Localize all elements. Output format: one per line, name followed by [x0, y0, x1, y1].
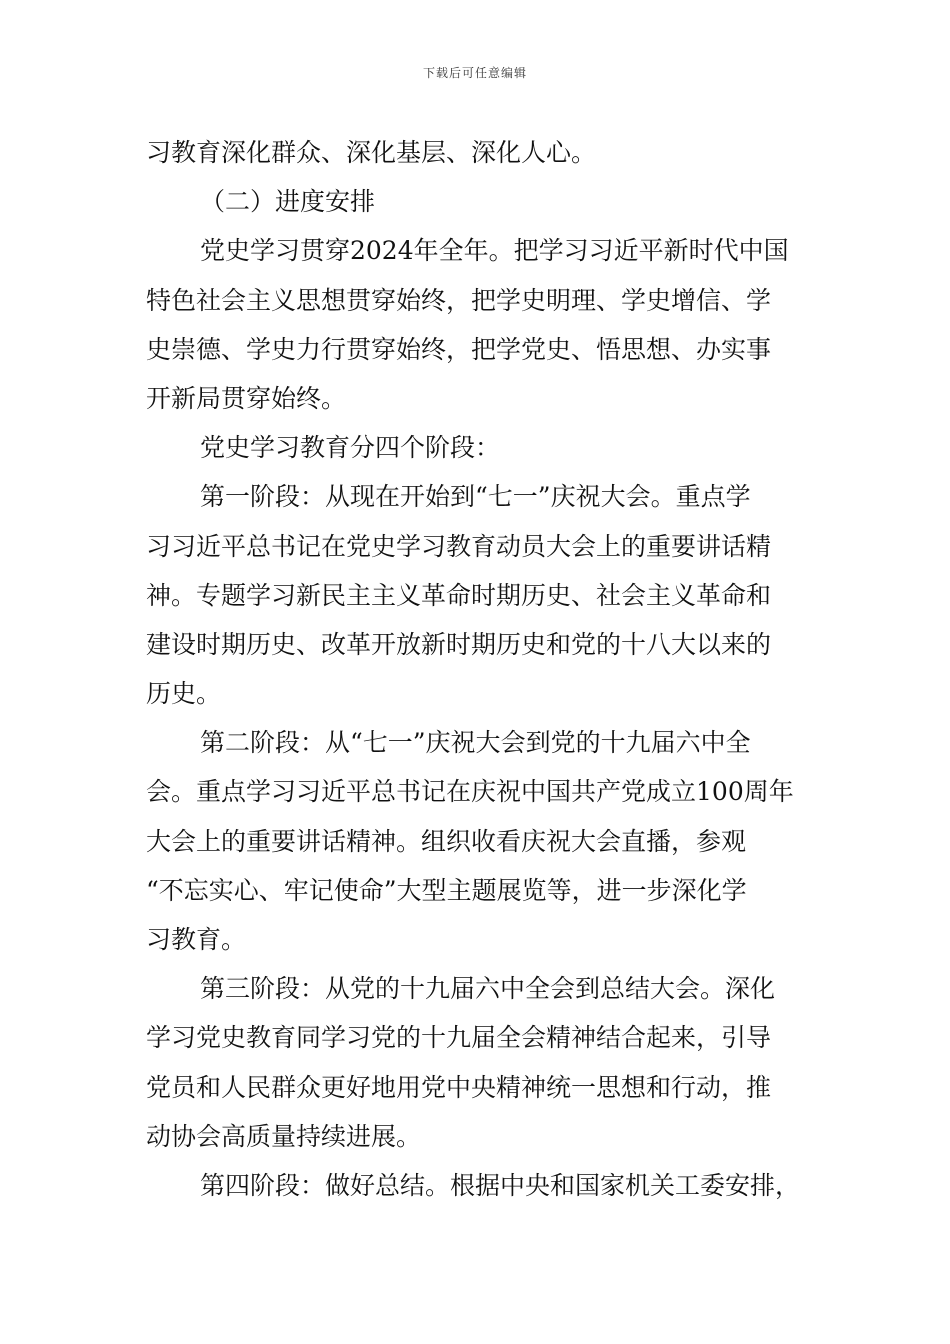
body-line: 学习党史教育同学习党的十九届全会精神结合起来，引导 [146, 1023, 772, 1053]
section-heading: （二）进度安排 [200, 187, 376, 217]
body-line: 第二阶段：从“七一”庆祝大会到党的十九届六中全 [200, 728, 751, 758]
document-body [146, 128, 814, 1210]
body-line: 建设时期历史、改革开放新时期历史和党的十八大以来的 [146, 629, 772, 659]
body-line: “不忘实心、牢记使命”大型主题展览等，进一步深化学 [146, 875, 747, 905]
page-header-note: 下载后可任意编辑 [422, 66, 527, 80]
body-line: 习教育。 [146, 925, 247, 954]
body-line: 党员和人民群众更好地用党中央精神统一思想和行动，推 [146, 1072, 772, 1102]
body-line: 史崇德、学史力行贯穿始终，把学党史、悟思想、办实事 [146, 334, 772, 364]
body-line: 开新局贯穿始终。 [146, 383, 347, 413]
body-line: 第一阶段：从现在开始到“七一”庆祝大会。重点学 [200, 482, 751, 512]
body-line: 特色社会主义思想贯穿始终，把学史明理、学史增信、学 [146, 285, 772, 315]
body-line: 习教育深化群众、深化基层、深化人心。 [146, 138, 597, 167]
body-line: 动协会高质量持续进展。 [146, 1121, 422, 1151]
body-line: 会。重点学习习近平总书记在庆祝中国共产党成立100周年 [146, 777, 794, 807]
body-line: 大会上的重要讲话精神。组织收看庆祝大会直播，参观 [146, 826, 747, 856]
body-line: 第四阶段：做好总结。根据中央和国家机关工委安排， [200, 1170, 801, 1200]
body-line: 党史学习贯穿2024年全年。把学习习近平新时代中国 [200, 236, 789, 266]
body-line: 神。专题学习新民主主义革命时期历史、社会主义革命和 [146, 580, 772, 610]
body-line: 党史学习教育分四个阶段： [200, 433, 501, 463]
body-line: 历史。 [146, 679, 222, 709]
body-line: 第三阶段：从党的十九届六中全会到总结大会。深化 [200, 974, 776, 1004]
body-line: 习习近平总书记在党史学习教育动员大会上的重要讲话精 [146, 531, 772, 561]
